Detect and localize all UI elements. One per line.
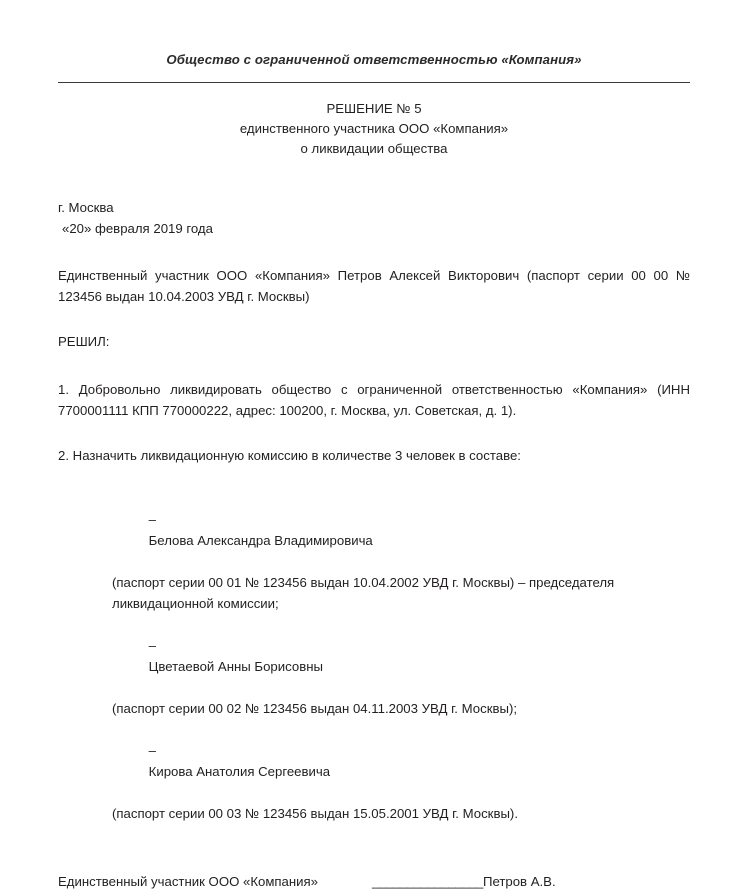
resolution-item-1 <box>58 379 690 421</box>
date-label: «20» февраля 2019 года <box>62 221 213 236</box>
city-label: г. Москва <box>58 200 114 215</box>
resolution-item-2 <box>58 445 690 466</box>
list-bullet-dash-icon: – <box>148 743 156 758</box>
commission-member-name-line <box>112 719 690 803</box>
resolution-item-2-text: Назначить ликвидационную комиссию в количестве 3 человек в составе: <box>72 448 521 463</box>
title-line-subject: о ликвидации общества <box>300 141 448 156</box>
signature-block <box>58 871 690 892</box>
document-sheet <box>58 0 690 892</box>
commission-member-name: Белова Александра Владимировича <box>148 533 373 548</box>
signatory-name: Петров А.В. <box>482 874 556 889</box>
signatory-role: Единственный участник ООО «Компания» <box>58 874 319 889</box>
header-divider <box>58 82 690 83</box>
commission-member-name: Цветаевой Анны Борисовны <box>148 659 323 674</box>
commission-member-details: (паспорт серии 00 03 № 123456 выдан 15.05.2001 УВД г. Москвы). <box>112 806 518 821</box>
resolution-item-1-text: Добровольно ликвидировать общество с ограниченной ответственностью «Компания» (ИНН 7700001111 КПП 770000222, адрес: 100200, г. Москва, ул. Советская, д. 1). <box>58 382 690 418</box>
resolved-label: РЕШИЛ: <box>58 334 110 349</box>
commission-member-name-line <box>112 488 690 572</box>
document-title-block <box>58 99 690 159</box>
resolution-item-2-number: 2. <box>58 448 69 463</box>
company-letterhead: Общество с ограниченной ответственностью «Компания» <box>166 52 582 67</box>
commission-member-details: (паспорт серии 00 01 № 123456 выдан 10.04.2002 УВД г. Москвы) – председателя ликвидационной комиссии; <box>112 575 615 611</box>
resolution-item-1-number: 1. <box>58 382 69 397</box>
commission-member-details: (паспорт серии 00 02 № 123456 выдан 04.11.2003 УВД г. Москвы); <box>112 701 518 716</box>
commission-member <box>112 719 690 824</box>
commission-member-name: Кирова Анатолия Сергеевича <box>148 764 331 779</box>
title-line-participant: единственного участника ООО «Компания» <box>239 121 509 136</box>
list-bullet-dash-icon: – <box>148 512 156 527</box>
signature-line: ________________ <box>372 874 483 889</box>
commission-members-list <box>112 488 690 824</box>
participant-paragraph: Единственный участник ООО «Компания» Петров Алексей Викторович (паспорт серии 00 00 № 123456 выдан 10.04.2003 УВД г. Москвы) <box>58 268 690 304</box>
list-bullet-dash-icon: – <box>148 638 156 653</box>
title-line-decision-number: РЕШЕНИЕ № 5 <box>326 101 422 116</box>
document-meta <box>58 197 690 239</box>
commission-member <box>112 488 690 614</box>
commission-member-name-line <box>112 614 690 698</box>
commission-member <box>112 614 690 719</box>
